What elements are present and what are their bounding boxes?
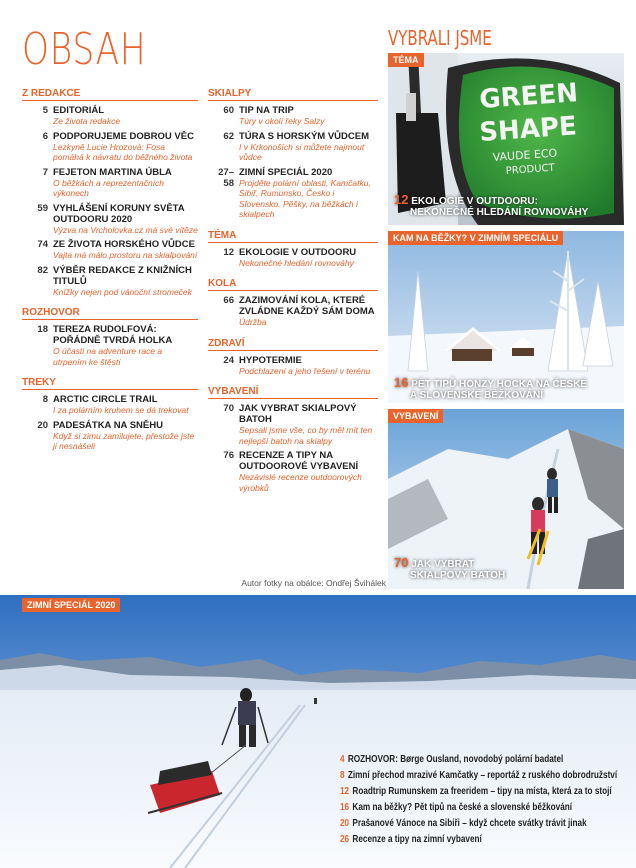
- pick-vybaveni-num: 70: [394, 555, 409, 570]
- winter-special-item[interactable]: [340, 784, 617, 800]
- toc-entry-title: EKOLOGIE V OUTDOORU: [239, 246, 357, 258]
- pick-bezky-caption-2: A SLOVENSKÉ BĚŽKOVÁNÍ: [410, 390, 543, 401]
- pick-bezky-caption-1: PĚT TIPŮ HONZY HOCKA NA ČESKÉ: [411, 379, 588, 390]
- toc-section-heading: SKIALPY: [208, 88, 378, 101]
- picks-heading: VYBRALI JSME: [388, 26, 492, 50]
- toc-entry[interactable]: [208, 295, 378, 328]
- toc-entry-description: I za polárním kruhem se dá trekovat: [53, 405, 189, 415]
- toc-left-column: [22, 88, 198, 458]
- toc-entry-description: Výzva na Vrcholovka.cz má své vítěze: [53, 224, 198, 235]
- toc-entry-page: 66: [223, 295, 234, 306]
- winter-special-item-text: Recenze a tipy na zimní vybavení: [352, 834, 482, 845]
- toc-section-heading: TÉMA: [208, 230, 378, 243]
- toc-section: [22, 377, 198, 452]
- toc-middle-column: [208, 88, 378, 499]
- toc-entry-page: 18: [37, 324, 48, 335]
- toc-entry-text: [239, 355, 378, 377]
- toc-entry-description: Nezávislé recenze outdoorových výrobků: [239, 472, 362, 493]
- toc-entry-page: 60: [223, 105, 234, 116]
- toc-entry-text: [239, 167, 378, 220]
- toc-entry-title: JAK VYBRAT SKIALPOVÝ BATOH: [239, 403, 357, 425]
- toc-entry-text: [53, 203, 198, 236]
- toc-entry[interactable]: [22, 324, 198, 367]
- toc-section: [208, 88, 378, 220]
- winter-special-item-page: 4: [340, 754, 345, 765]
- toc-entry-title: ZAZIMOVÁNÍ KOLA, KTERÉ ZVLÁDNE KAŽDÝ SÁM DOMA: [239, 295, 375, 317]
- toc-entry[interactable]: [208, 131, 378, 163]
- toc-entry-page: 82: [37, 264, 48, 276]
- toc-entry[interactable]: [22, 167, 198, 199]
- toc-entry-page: 20: [37, 419, 48, 431]
- winter-special-item-page: 12: [340, 786, 350, 797]
- winter-special-item[interactable]: [340, 752, 617, 768]
- toc-entry-description: Údržba: [239, 317, 267, 327]
- toc-entry-text: [53, 324, 198, 367]
- toc-section-heading: VYBAVENÍ: [208, 386, 378, 399]
- toc-entry-description: Když si zimu zamilujete, přestože jste ji nesnášeli: [53, 430, 195, 451]
- toc-entry-page: 24: [223, 354, 234, 366]
- pick-tema-caption: [394, 194, 588, 218]
- toc-entry-description: Knížky nejen pod vánoční stromeček: [53, 286, 192, 297]
- toc-section-heading: ZDRAVÍ: [208, 338, 378, 351]
- pick-bezky-tag: KAM NA BĚŽKY? V ZIMNÍM SPECIÁLU: [388, 231, 563, 245]
- toc-entry[interactable]: [208, 403, 378, 446]
- winter-special-item-page: 16: [340, 802, 350, 813]
- sign-line-4: PRODUCT: [505, 162, 556, 177]
- winter-special-item-page: 20: [340, 818, 350, 829]
- toc-entry-description: Ze života redakce: [53, 116, 121, 126]
- winter-special-item-text: Zimní přechod mrazivé Kamčatky – reportáž z ruského dobrodružství: [347, 770, 618, 781]
- toc-entry-page: 6: [42, 130, 48, 142]
- pick-tema-num: 12: [394, 192, 409, 207]
- toc-entry-text: [53, 131, 198, 163]
- pick-bezky-caption: [394, 377, 587, 401]
- toc-entry-page: 8: [42, 394, 48, 405]
- toc-entry-title: TÚRA S HORSKÝM VŮDCEM: [239, 130, 370, 142]
- toc-entry-title: EDITORIÁL: [53, 105, 105, 116]
- winter-special-item-text: Roadtrip Rumunskem za freeridem – tipy na místa, která za to stojí: [352, 786, 612, 797]
- pick-vybaveni-caption-2: SKIALPOVÝ BATOH: [410, 570, 506, 581]
- toc-entry-page: 7: [42, 166, 48, 178]
- toc-entry-description: Nekonečné hledání rovnováhy: [239, 257, 354, 268]
- winter-special-item[interactable]: [340, 832, 617, 848]
- toc-entry-page: 12: [223, 246, 234, 258]
- toc-entry-title: ARCTIC CIRCLE TRAIL: [53, 394, 158, 405]
- page-title: OBSAH: [22, 24, 147, 75]
- winter-special-item-text: Kam na běžky? Pět tipů na české a slovenské běžkování: [352, 802, 573, 813]
- toc-entry-title: PADESÁTKA NA SNĚHU: [53, 419, 163, 431]
- toc-entry-text: [239, 403, 378, 446]
- toc-entry-title: FEJETON MARTINA ÚBLA: [53, 166, 172, 178]
- toc-entry-description: Podchlazení a jeho řešení v terénu: [239, 365, 371, 376]
- pick-tema-caption-2: NEKONEČNÉ HLEDÁNÍ ROVNOVÁHY: [410, 207, 589, 218]
- toc-section-heading: KOLA: [208, 278, 378, 291]
- cover-credit: Autor fotky na obálce: Ondřej Švihálek: [241, 578, 386, 588]
- winter-special-banner: [0, 595, 636, 868]
- sign-line-2: SHAPE: [478, 111, 578, 148]
- toc-entry-text: [239, 247, 378, 269]
- toc-entry[interactable]: [22, 394, 198, 416]
- toc-entry[interactable]: [22, 105, 198, 127]
- toc-entry-description: Lezkyně Lucie Hrozová: Fosa pomáhá k návratu do běžného života: [53, 141, 193, 162]
- toc-entry-text: [239, 295, 378, 328]
- winter-special-item[interactable]: [340, 768, 617, 784]
- pick-tema[interactable]: [388, 53, 624, 225]
- toc-entry-text: [53, 105, 198, 127]
- toc-entry[interactable]: [22, 265, 198, 298]
- toc-section: [22, 88, 198, 297]
- toc-entry-text: [53, 167, 198, 199]
- toc-entry-title: ZIMNÍ SPECIÁL 2020: [239, 166, 333, 178]
- toc-section: [22, 307, 198, 367]
- winter-special-item[interactable]: [340, 800, 617, 816]
- pick-vybaveni[interactable]: [388, 409, 624, 589]
- pick-vybaveni-tag: VYBAVENÍ: [388, 409, 443, 423]
- pick-vybaveni-caption: [394, 557, 505, 581]
- toc-entry[interactable]: [208, 450, 378, 493]
- winter-special-item-text: Prašanové Vánoce na Sibiři – když chcete svátky trávit jinak: [352, 818, 587, 829]
- toc-entry-page: 27–58: [218, 166, 234, 189]
- toc-entry-description: Projděte polární oblasti, Kamčatku, Sibiř, Rumunsko, Česko i Slovensko. Pěšky, na běžkách i skialpech: [239, 177, 371, 219]
- toc-section: [208, 230, 378, 269]
- winter-special-tag: ZIMNÍ SPECIÁL 2020: [22, 598, 120, 612]
- toc-entry-text: [239, 131, 378, 163]
- toc-entry-title: VYHLÁŠENÍ KORUNY SVĚTA OUTDOORU 2020: [53, 202, 185, 225]
- toc-entry-description: Túry v okolí řeky Salzy: [239, 116, 325, 126]
- winter-special-item-text: ROZHOVOR: Børge Ousland, novodobý polární badatel: [347, 754, 564, 765]
- toc-entry-title: TIP NA TRIP: [239, 105, 294, 116]
- winter-special-item-page: 8: [340, 770, 345, 781]
- toc-entry-page: 59: [37, 202, 48, 214]
- winter-special-list: [340, 752, 636, 848]
- toc-entry-description: O účasti na adventure race a utrpením ke štěstí: [53, 346, 163, 367]
- toc-entry[interactable]: [22, 203, 198, 236]
- pick-vybaveni-caption-1: JAK VYBRAT: [411, 559, 475, 570]
- toc-entry[interactable]: [22, 239, 198, 261]
- toc-entry-text: [53, 265, 198, 298]
- sign-line-3: VAUDE ECO: [492, 146, 558, 164]
- toc-entry-page: 74: [37, 239, 48, 250]
- toc-entry[interactable]: [208, 105, 378, 127]
- toc-section: [208, 278, 378, 328]
- toc-entry[interactable]: [208, 355, 378, 377]
- toc-entry-page: 62: [223, 130, 234, 142]
- toc-section: [208, 338, 378, 377]
- toc-entry-text: [53, 239, 198, 261]
- toc-entry-title: TEREZA RUDOLFOVÁ: POŘÁDNĚ TVRDÁ HOLKA: [53, 324, 173, 346]
- toc-entry-page: 5: [42, 105, 48, 116]
- toc-entry-text: [239, 450, 378, 493]
- toc-entry[interactable]: [22, 131, 198, 163]
- toc-section-heading: ROZHOVOR: [22, 307, 198, 320]
- toc-entry-title: VÝBĚR REDAKCE Z KNIŽNÍCH TITULŮ: [53, 264, 192, 287]
- toc-entry-description: Vajta má málo prostoru na skialpování: [53, 250, 198, 260]
- pick-bezky[interactable]: [388, 231, 624, 403]
- toc-entry-text: [53, 394, 198, 416]
- toc-entry[interactable]: [208, 247, 378, 269]
- sign-line-1: GREEN: [478, 78, 579, 115]
- toc-entry-description: I v Krkonoších si můžete najmout vůdce: [239, 141, 365, 162]
- pick-tema-tag: TÉMA: [388, 53, 424, 67]
- winter-special-item-page: 26: [340, 834, 350, 845]
- toc-entry-description: Sepsali jsme vše, co by měl mít ten nejlepší batoh na skialpy: [239, 425, 373, 446]
- pick-tema-caption-1: EKOLOGIE V OUTDOORU:: [411, 196, 538, 207]
- toc-entry-title: RECENZE A TIPY NA OUTDOOROVÉ VYBAVENÍ: [239, 450, 359, 472]
- toc-entry-description: O běžkách a reprezentačních výkonech: [53, 177, 165, 198]
- toc-entry-title: ZE ŽIVOTA HORSKÉHO VŮDCE: [53, 239, 195, 250]
- pick-bezky-num: 16: [394, 375, 409, 390]
- toc-entry-title: PODPORUJEME DOBROU VĚC: [53, 130, 194, 142]
- toc-section: [208, 386, 378, 493]
- toc-entry-text: [239, 105, 378, 127]
- toc-entry-text: [53, 420, 198, 452]
- winter-special-item[interactable]: [340, 816, 617, 832]
- toc-entry[interactable]: [208, 167, 378, 220]
- toc-section-heading: TREKY: [22, 377, 198, 390]
- toc-entry-page: 70: [223, 403, 234, 414]
- toc-entry[interactable]: [22, 420, 198, 452]
- toc-entry-title: HYPOTERMIE: [239, 354, 302, 366]
- toc-section-heading: Z REDAKCE: [22, 88, 198, 101]
- toc-entry-page: 76: [223, 450, 234, 461]
